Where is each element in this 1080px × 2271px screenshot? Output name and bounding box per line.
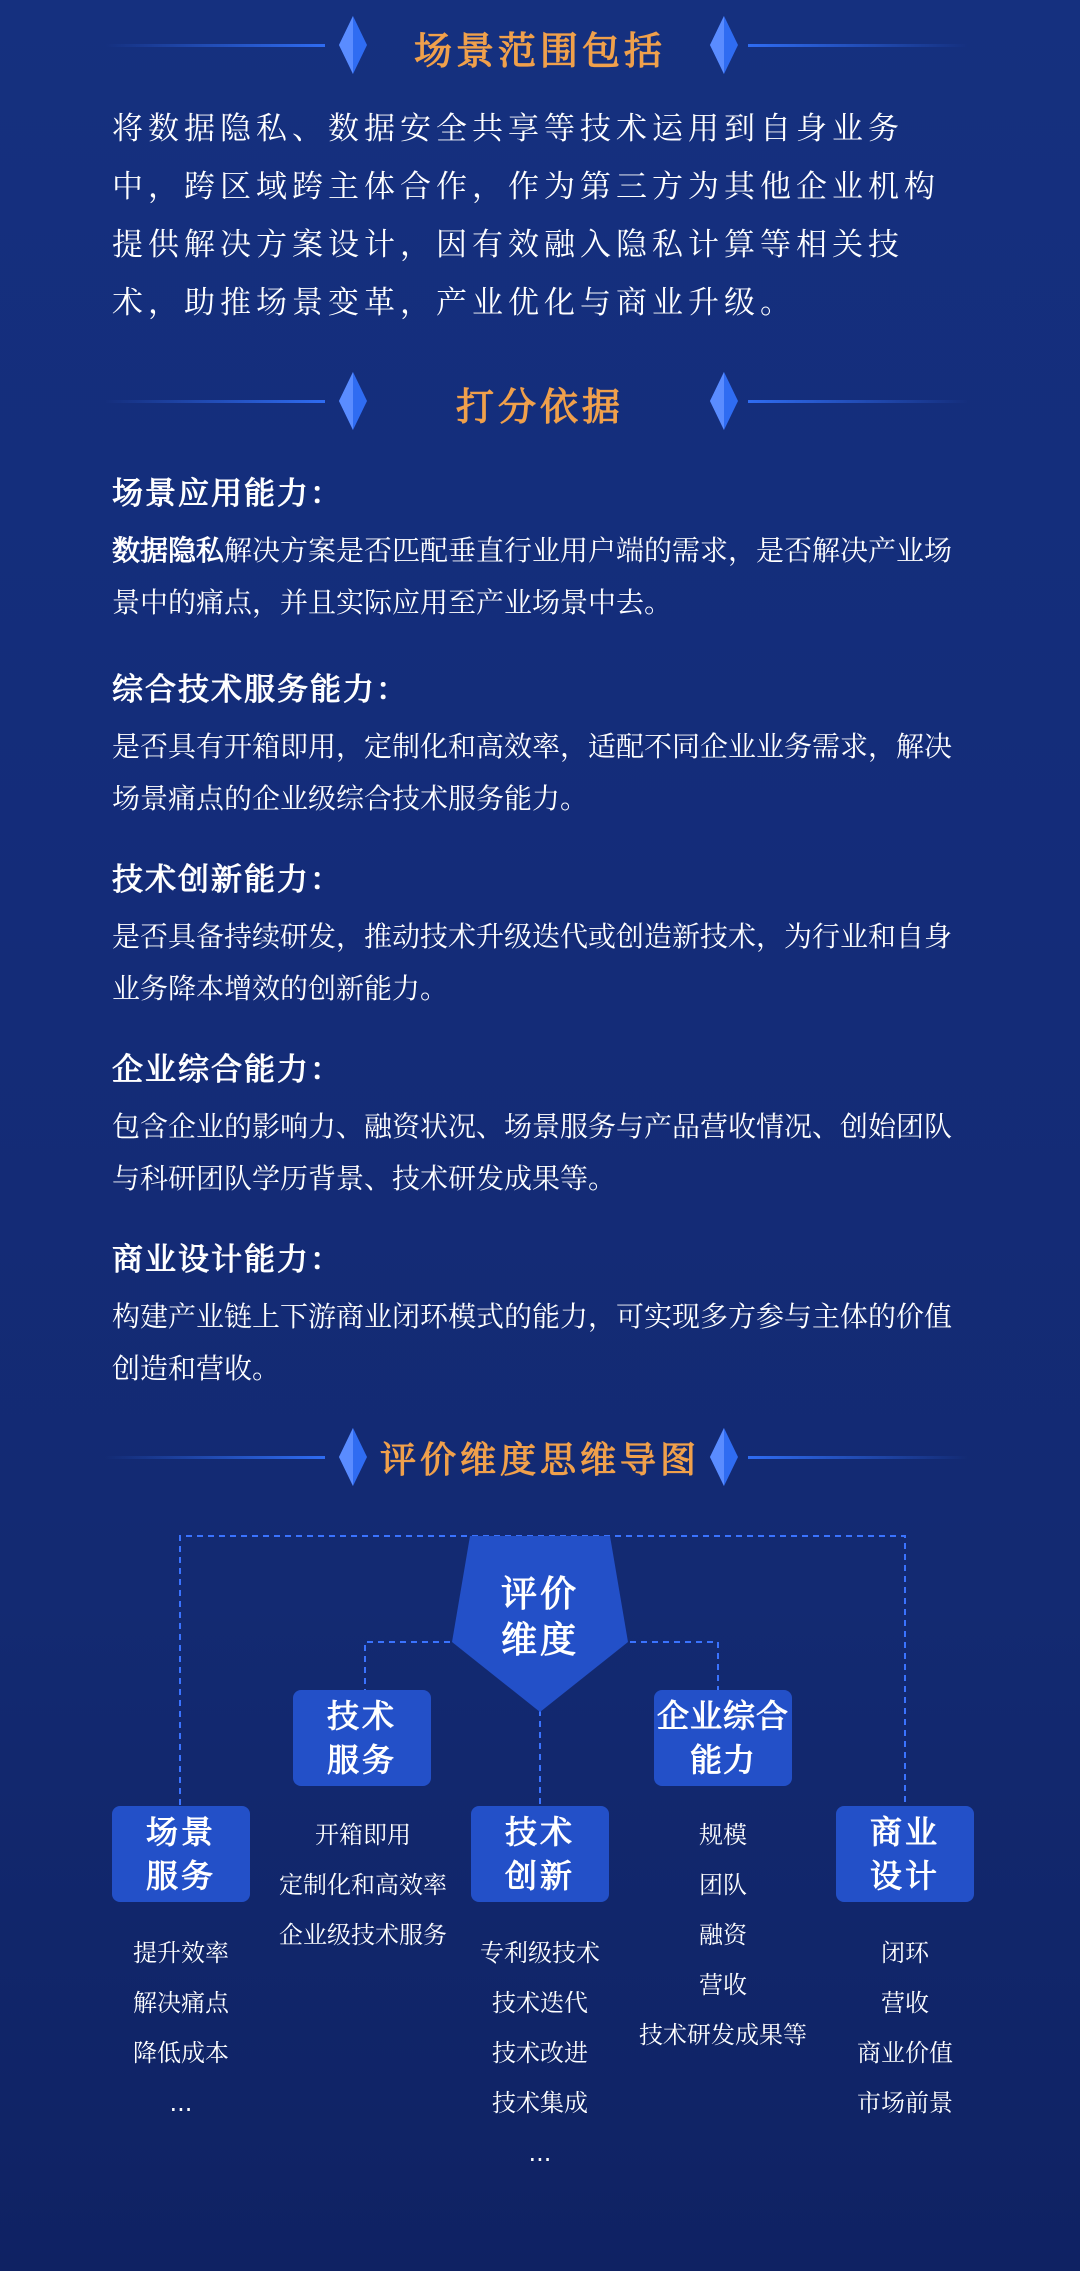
- list-item: 定制化和高效率: [279, 1871, 447, 1899]
- mindmap: [0, 1520, 1080, 2220]
- list-item: 技术迭代: [492, 1989, 588, 2017]
- diamond-icon: [339, 372, 367, 430]
- enterprise-items: [613, 1810, 833, 2060]
- scope-header: [0, 10, 1080, 80]
- list-item: 解决痛点: [133, 1989, 229, 2017]
- criterion-tech-service: [112, 664, 972, 825]
- criterion-body: [112, 525, 972, 629]
- header-line-left: [105, 1456, 325, 1459]
- list-item: 商业价值: [857, 2039, 953, 2067]
- list-item: 技术集成: [492, 2089, 588, 2117]
- list-item: 市场前景: [857, 2089, 953, 2117]
- scope-title: 场景范围包括: [413, 29, 666, 73]
- criterion-bold-prefix: 数据隐私: [112, 534, 225, 567]
- criterion-enterprise: [112, 1044, 972, 1205]
- mindmap-root-label: [470, 1572, 610, 1664]
- node-line: 设计: [869, 1857, 940, 1895]
- list-item: ...: [528, 2139, 552, 2167]
- node-line: 商业: [869, 1813, 940, 1851]
- diamond-icon: [710, 372, 738, 430]
- header-line-right: [748, 44, 968, 47]
- node-line: 企业综合: [656, 1697, 789, 1735]
- criterion-text: 构建产业链上下游商业闭环模式的能力，可实现多方参与主体的价值创造和营收。: [112, 1300, 953, 1385]
- criterion-heading: 综合技术服务能力：: [112, 672, 409, 708]
- header-line-right: [748, 1456, 968, 1459]
- diamond-icon: [339, 16, 367, 74]
- diamond-icon: [710, 1428, 738, 1486]
- node-line: 服务: [326, 1741, 397, 1779]
- business-items: [805, 1928, 1005, 2128]
- root-line: 评价: [500, 1574, 579, 1615]
- diamond-icon: [710, 16, 738, 74]
- criterion-text: 解决方案是否匹配垂直行业用户端的需求，是否解决产业场景中的痛点，并且实际应用至产业场景中去。: [112, 534, 953, 619]
- list-item: 营收: [881, 1989, 929, 2017]
- header-line-left: [105, 400, 325, 403]
- header-line-right: [748, 400, 968, 403]
- node-line: 技术: [326, 1697, 397, 1735]
- criterion-text: 是否具备持续研发，推动技术升级迭代或创造新技术，为行业和自身业务降本增效的创新能力。: [112, 920, 953, 1005]
- list-item: 营收: [699, 1971, 747, 1999]
- node-line: 创新: [504, 1857, 575, 1895]
- node-line: 能力: [689, 1741, 756, 1779]
- list-item: 提升效率: [133, 1939, 229, 1967]
- list-item: 闭环: [881, 1939, 929, 1967]
- mindmap-title: 评价维度思维导图: [379, 1440, 700, 1481]
- node-line: 技术: [504, 1813, 575, 1851]
- criterion-text: 包含企业的影响力、融资状况、场景服务与产品营收情况、创始团队与科研团队学历背景、技术研发成果等。: [112, 1110, 953, 1195]
- criterion-business-design: [112, 1234, 972, 1395]
- criterion-scenario-application: [112, 468, 972, 629]
- criterion-heading: 场景应用能力：: [112, 476, 343, 512]
- diamond-icon: [339, 1428, 367, 1486]
- scoring-header: [0, 366, 1080, 436]
- criterion-heading: 技术创新能力：: [112, 862, 343, 898]
- list-item: ...: [169, 2089, 193, 2117]
- scope-body: 将数据隐私、数据安全共享等技术运用到自身业务中，跨区域跨主体合作，作为第三方为其他企业机构提供解决方案设计，因有效融入隐私计算等相关技术，助推场景变革，产业优化与商业升级。: [112, 111, 940, 321]
- list-item: 开箱即用: [315, 1821, 411, 1849]
- scoring-title: 打分依据: [455, 385, 624, 429]
- list-item: 规模: [699, 1821, 747, 1849]
- mindmap-header: [0, 1422, 1080, 1492]
- node-scenario: [112, 1806, 250, 1902]
- list-item: 降低成本: [133, 2039, 229, 2067]
- node-line: 服务: [145, 1857, 216, 1895]
- node-enterprise: [654, 1690, 792, 1786]
- node-tech-service: [293, 1690, 431, 1786]
- list-item: 技术研发成果等: [639, 2021, 807, 2049]
- criterion-text: 是否具有开箱即用，定制化和高效率，适配不同企业业务需求，解决场景痛点的企业级综合技术服务能力。: [112, 730, 953, 815]
- list-item: 技术改进: [492, 2039, 588, 2067]
- node-business: [836, 1806, 974, 1902]
- root-line: 维度: [500, 1620, 579, 1661]
- list-item: 专利级技术: [480, 1939, 600, 1967]
- node-innovation: [471, 1806, 609, 1902]
- criterion-heading: 企业综合能力：: [112, 1052, 343, 1088]
- criterion-tech-innovation: [112, 854, 972, 1015]
- node-line: 场景: [145, 1813, 216, 1851]
- list-item: 企业级技术服务: [279, 1921, 447, 1949]
- header-line-left: [105, 44, 325, 47]
- list-item: 融资: [699, 1921, 747, 1949]
- innovation-items: [440, 1928, 640, 2178]
- list-item: 团队: [699, 1871, 747, 1899]
- criterion-heading: 商业设计能力：: [112, 1242, 343, 1278]
- scenario-items: [80, 1928, 282, 2128]
